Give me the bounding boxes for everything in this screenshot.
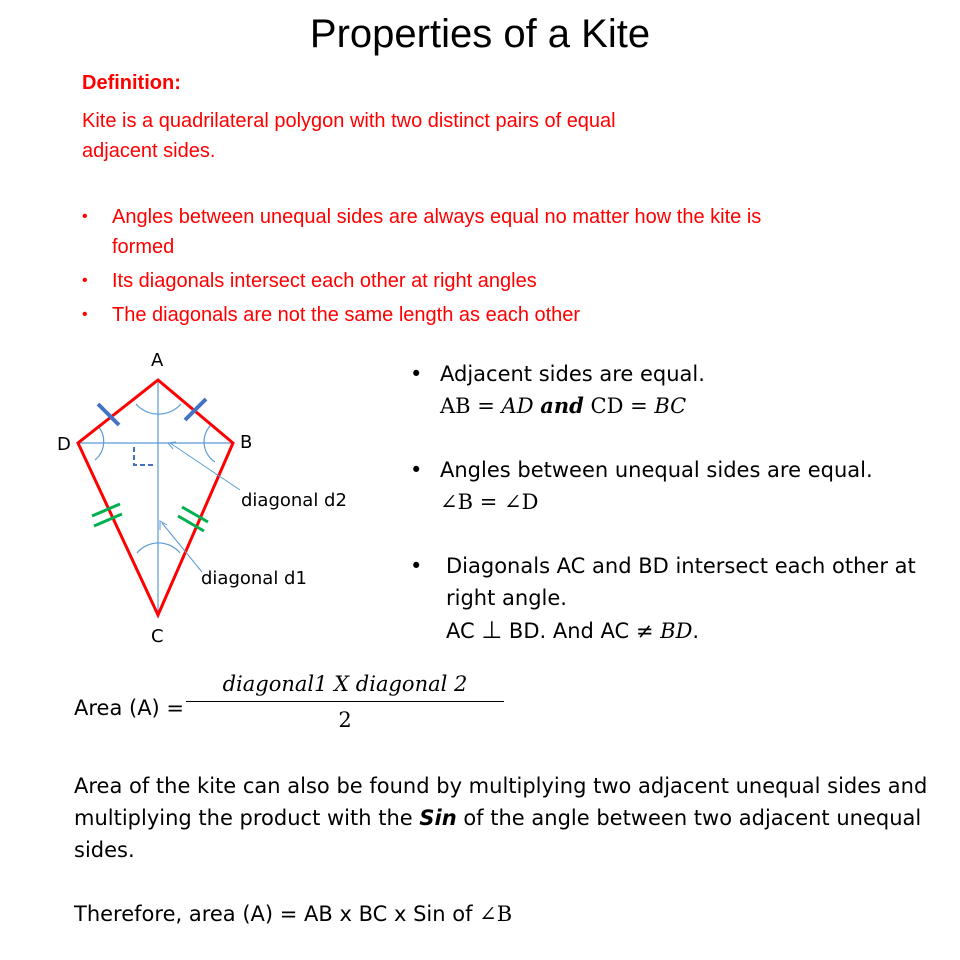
label-diagonal-d2: diagonal d2 [241, 490, 347, 511]
property-2-line-2: ∠B = ∠D [440, 490, 539, 514]
tick-dc-2 [94, 514, 122, 526]
property-1-line-2: AB = AD and CD = BC [440, 393, 687, 418]
fraction-bar [186, 701, 504, 702]
property-1-line-1: Adjacent sides are equal. [440, 362, 705, 386]
red-bullet-2-text: Its diagonals intersect each other at right angles [112, 270, 537, 292]
label-diagonal-d1: diagonal d1 [201, 568, 307, 589]
sin-emphasis: Sin [419, 806, 457, 830]
red-bullet-3-text: The diagonals are not the same length as each other [112, 304, 581, 326]
perpendicular-symbol: ⊥ [481, 616, 503, 644]
area-paragraph-line-1: Area of the kite can also be found by multiplying two adjacent unequal sides and [74, 774, 928, 798]
area-denominator: 2 [338, 708, 352, 732]
vertex-label-b: B [240, 432, 253, 453]
vertex-label-c: C [151, 626, 164, 647]
definition-line-2: adjacent sides. [82, 140, 216, 162]
property-3-line-1: Diagonals AC and BD intersect each other at [446, 554, 916, 578]
bullet-dot: • [82, 208, 88, 225]
bullet-dot: • [82, 306, 88, 323]
area-label: Area (A) = [74, 696, 185, 720]
vertex-label-a: A [151, 350, 164, 371]
area-paragraph-line-3: sides. [74, 838, 135, 862]
area-paragraph [74, 770, 927, 866]
property-2-line-1: Angles between unequal sides are equal. [440, 458, 873, 482]
bullet-dot: • [410, 362, 423, 386]
bullet-dot: • [410, 554, 423, 578]
bullet-dot: • [410, 458, 423, 482]
page-title: Properties of a Kite [309, 12, 651, 56]
property-3-line-2: right angle. [446, 586, 567, 610]
area-fraction [186, 672, 504, 732]
bullet-dot: • [82, 272, 88, 289]
area-therefore: Therefore, area (A) = AB x BC x Sin of ∠B [74, 902, 513, 926]
property-3-line-3: AC ⊥ BD. And AC ≠ BD. [446, 616, 700, 644]
vertex-label-d: D [57, 434, 71, 455]
area-numerator: diagonal1 X diagonal 2 [222, 672, 468, 696]
definition-line-1: Kite is a quadrilateral polygon with two distinct pairs of equal [82, 110, 616, 132]
right-angle-mark [134, 447, 156, 465]
red-bullet-1-line-2: formed [112, 236, 175, 258]
red-bullet-1-line-1: Angles between unequal sides are always equal no matter how the kite is [112, 206, 762, 228]
definition-heading: Definition: [82, 72, 181, 94]
area-paragraph-line-2: multiplying the product with the Sin of the angle between two adjacent unequal [74, 806, 922, 830]
